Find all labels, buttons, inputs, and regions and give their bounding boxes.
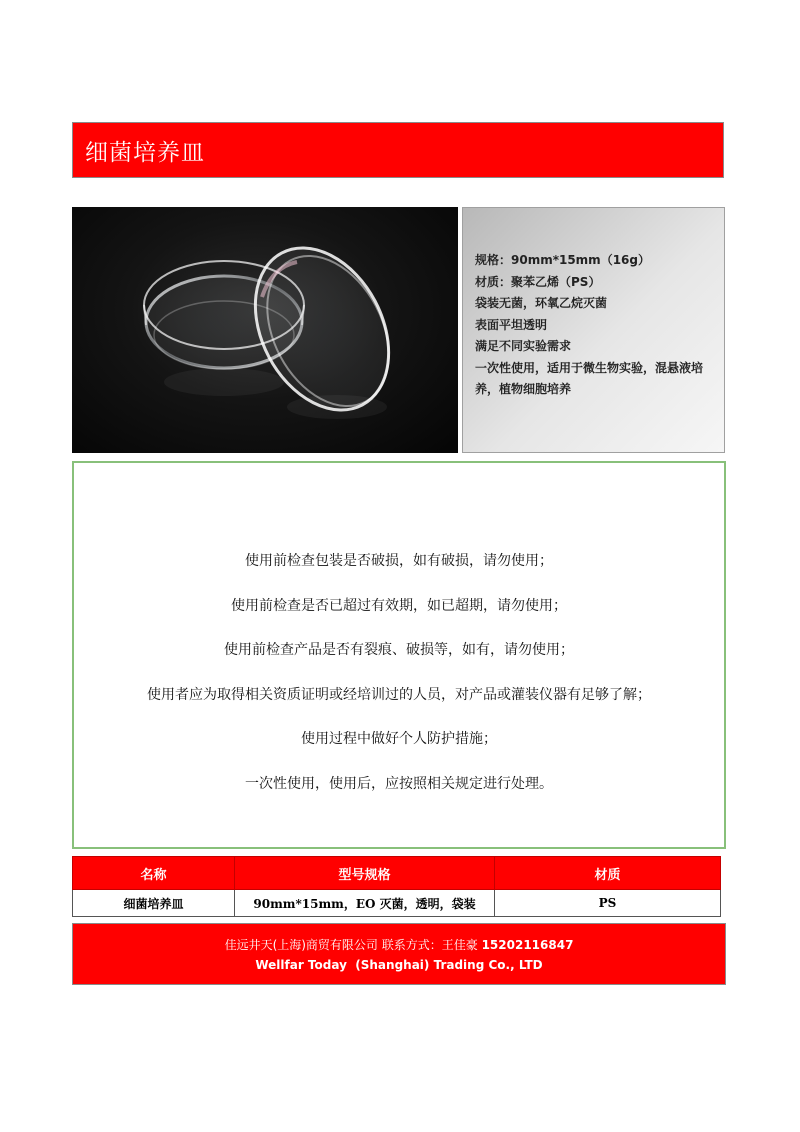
contact-phone: 15202116847	[481, 938, 574, 952]
spec-surface: 表面平坦透明	[475, 317, 548, 332]
page-title: 细菌培养皿	[85, 140, 205, 166]
cell-material: PS	[495, 890, 721, 917]
usage-notice-list	[74, 539, 724, 806]
footer-contact	[73, 936, 725, 953]
spec-panel	[462, 207, 725, 453]
notice-line: 使用者应为取得相关资质证明或经培训过的人员，对产品或灌装仪器有足够了解；	[147, 686, 651, 703]
table-header-row	[73, 857, 721, 890]
company-name-cn: 佳远井天(上海)商贸有限公司 联系方式：王佳豪	[224, 938, 478, 952]
header-material: 材质	[495, 857, 721, 890]
company-footer	[72, 923, 726, 985]
cell-name: 细菌培养皿	[73, 890, 235, 917]
title-banner	[72, 122, 724, 178]
spec-usage: 一次性使用，适用于微生物实验，混悬液培养，植物细胞培养	[475, 360, 704, 396]
spec-size: 规格：90mm*15mm（16g）	[475, 253, 650, 267]
cell-model: 90mm*15mm，EO 灭菌，透明，袋装	[235, 890, 495, 917]
spec-material: 材质：聚苯乙烯（PS）	[475, 274, 601, 289]
spec-needs: 满足不同实验需求	[475, 339, 572, 353]
table-row	[73, 890, 721, 917]
header-model: 型号规格	[235, 857, 495, 890]
product-table	[72, 856, 721, 917]
notice-line: 一次性使用，使用后，应按照相关规定进行处理。	[245, 775, 553, 792]
notice-line: 使用前检查是否已超过有效期，如已超期，请勿使用；	[231, 597, 567, 614]
header-name: 名称	[73, 857, 235, 890]
notice-line: 使用前检查包装是否破损，如有破损，请勿使用；	[245, 553, 553, 569]
usage-notice-box	[72, 461, 726, 849]
spec-list	[475, 250, 720, 401]
spec-sterile: 袋装无菌，环氧乙烷灭菌	[475, 296, 608, 310]
petri-dish-image	[72, 207, 458, 453]
company-name-en: Wellfar Today (Shanghai) Trading Co., LTD	[255, 958, 543, 972]
notice-line: 使用过程中做好个人防护措施；	[301, 731, 497, 747]
notice-line: 使用前检查产品是否有裂痕、破损等，如有，请勿使用；	[224, 642, 574, 658]
product-photo	[72, 207, 458, 453]
